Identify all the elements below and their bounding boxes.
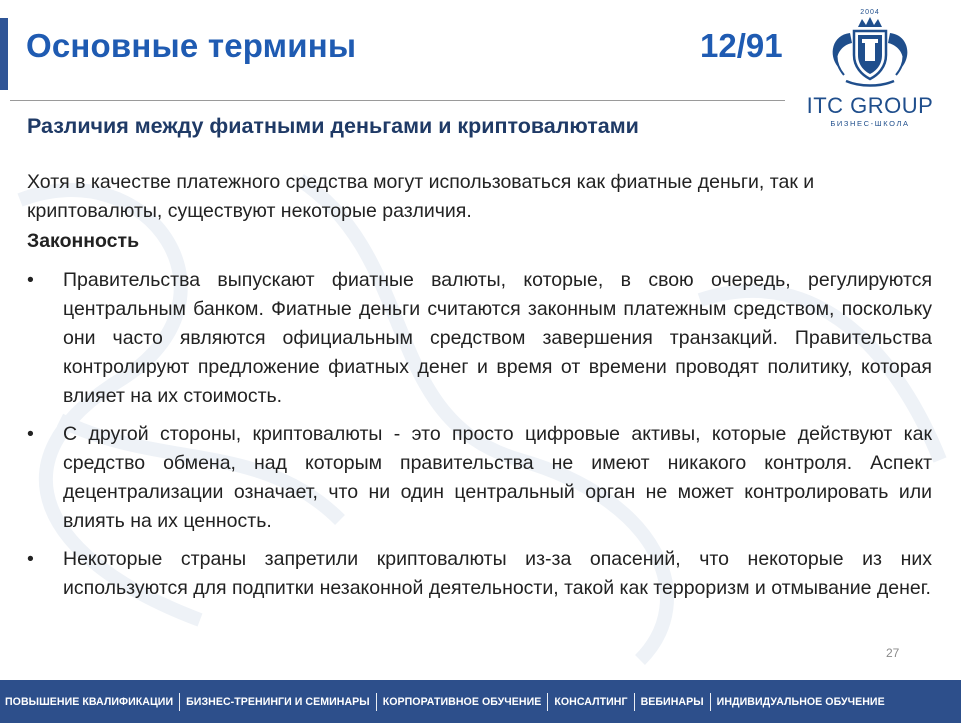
company-logo (800, 5, 940, 133)
bullet-marker: • (27, 269, 34, 291)
footer-divider (376, 693, 377, 711)
footer-divider (547, 693, 548, 711)
page-title: Основные термины (26, 27, 357, 64)
footer-divider (710, 693, 711, 711)
intro-paragraph: Хотя в качестве платежного средства могут использоваться как фиатные деньги, так и криптовалюты, существуют некоторые различия. (27, 171, 815, 222)
footer-link-qualification[interactable]: ПОВЫШЕНИЕ КВАЛИФИКАЦИИ (5, 695, 174, 708)
list-item (27, 420, 932, 536)
footer-link-individual[interactable]: ИНДИВИДУАЛЬНОЕ ОБУЧЕНИЕ (716, 695, 885, 708)
logo-subtitle: БИЗНЕС-ШКОЛА (830, 119, 910, 128)
logo-name: ITC GROUP (806, 93, 934, 118)
footer-link-trainings[interactable]: БИЗНЕС-ТРЕНИНГИ И СЕМИНАРЫ (186, 695, 370, 708)
logo-year: 2004 (860, 9, 880, 16)
footer-divider (179, 693, 180, 711)
page-counter: 12/91 (700, 27, 783, 64)
bullet-text: Правительства выпускают фиатные валюты, которые, в свою очередь, регулируются центральным банком. Фиатные деньги считаются законным платежным средством, поскольку они часто являются официальным средством завершения транзакций. Правительства контролируют предложение фиатных денег и время от времени проводят политику, которая влияет на их стоимость. (63, 269, 932, 407)
footer-nav (0, 680, 961, 723)
footer-link-webinars[interactable]: ВЕБИНАРЫ (640, 695, 704, 708)
footer-divider (634, 693, 635, 711)
slide-number: 27 (886, 646, 900, 660)
bullet-text: С другой стороны, криптовалюты - это просто цифровые активы, которые действуют как средство обмена, над которым правительства не имеют никакого контроля. Аспект децентрализации означает, что ни один центральный орган не может контролировать или влиять на их ценность. (63, 423, 932, 532)
list-item (27, 266, 932, 411)
section-subtitle: Различия между фиатными деньгами и криптовалютами (27, 114, 639, 138)
title-divider (10, 100, 785, 101)
footer-bar (0, 680, 961, 723)
footer-link-consulting[interactable]: КОНСАЛТИНГ (554, 695, 628, 708)
accent-bar (0, 18, 8, 90)
bullet-marker: • (27, 548, 34, 570)
bullet-text: Некоторые страны запретили криптовалюты из-за опасений, что некоторые из них используются для подпитки незаконной деятельности, такой как терроризм и отмывание денег. (63, 548, 932, 599)
bullet-list (27, 266, 932, 612)
footer-link-corporate[interactable]: КОРПОРАТИВНОЕ ОБУЧЕНИЕ (382, 695, 542, 708)
list-item (27, 545, 932, 603)
crest-icon (820, 5, 920, 93)
bullet-marker: • (27, 423, 34, 445)
section-heading: Законность (27, 230, 140, 252)
